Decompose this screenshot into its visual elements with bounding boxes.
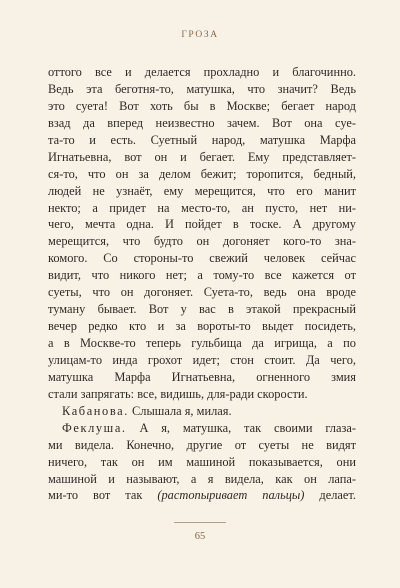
text-line: ся-то, что он за делом бежит; торопится, бедный, <box>48 166 356 181</box>
kabanova-speech: Слышала я, милая. <box>128 403 232 418</box>
text-line: оттого все и делается прохладно и благочинно. <box>48 65 356 79</box>
text-fragment: делает. <box>304 488 356 503</box>
text-line: вечер редко кто и за вороты-то выдет посидеть, <box>48 319 356 334</box>
text-line: ничего, так он им машиной показывается, они <box>48 454 356 469</box>
text-line: машиной и называют, а я видела, как он лапа- <box>48 471 356 486</box>
footer-divider <box>174 522 226 523</box>
text-line: видит, что никого нет; а тому-то все кажется от <box>48 268 356 283</box>
feklusha-line <box>48 420 356 437</box>
text-line: это суета! Вот хоть бы в Москве; бегает народ <box>48 98 356 113</box>
text-line: матушка Марфа Игнатьевна, огненного змия <box>48 369 356 384</box>
text-line: комого. Со стороны-то свежий человек сейчас <box>48 251 356 266</box>
text-line: а в Москве-то теперь гульбища да игрища, а по <box>48 336 356 350</box>
text-line: стали запрягать: все, видишь, для-ради скорости. <box>48 386 308 401</box>
text-line: Игнатьевна, вот он и бегает. Ему представляет- <box>48 149 356 164</box>
stage-direction: (растопыривает пальцы) <box>157 488 305 503</box>
text-line: чего, мечта одна. И пойдет в тоске. А другому <box>48 217 356 232</box>
page-number: 65 <box>194 531 206 542</box>
text-fragment: ми-то вот так <box>48 488 158 503</box>
text-block <box>48 64 356 504</box>
running-head: ГРОЗА <box>181 30 219 40</box>
text-line: улицам-то инда грохот идет; стон стоит. Да чего, <box>48 352 356 367</box>
text-line: ми видела. Конечно, другие от суеты не видят <box>48 437 356 452</box>
text-line: некто; а придет на место-то, ан пусто, нет ни- <box>48 200 356 215</box>
text-line: людей не узнаёт, ему мерещится, что его манит <box>48 183 356 198</box>
feklusha-speech: А я, матушка, так своими глаза- <box>126 420 356 435</box>
text-line: та-то и есть. Суетный народ, матушка Марфа <box>48 132 356 147</box>
kabanova-line <box>48 403 356 420</box>
speaker-name-feklusha: Феклуша. <box>62 420 127 435</box>
text-line: Ведь эта беготня-то, матушка, что значит? Ведь <box>48 81 356 96</box>
text-line-final <box>48 487 356 504</box>
text-line: взад да вперед неизвестно зачем. Вот она суе- <box>48 115 356 130</box>
speaker-name-kabanova: Кабанова. <box>62 403 129 418</box>
text-line: суеты, что он догоняет. Суета-то, ведь она вроде <box>48 285 356 300</box>
text-line: туману бывает. Вот у вас в этакой прекрасный <box>48 302 356 317</box>
text-line: мерещится, что будто он догоняет кого-то зна- <box>48 234 356 249</box>
